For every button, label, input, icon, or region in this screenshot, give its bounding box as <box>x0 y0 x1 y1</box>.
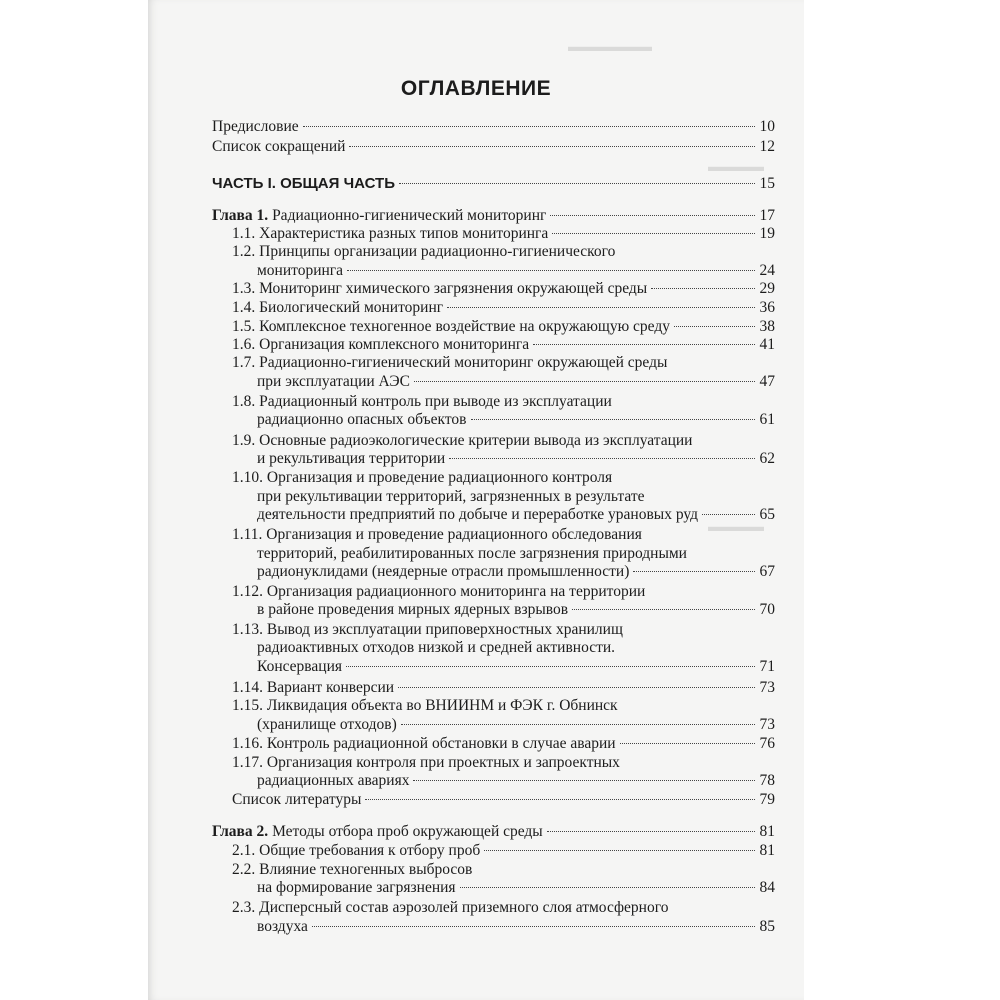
leader-dots <box>550 214 755 216</box>
page-number: 73 <box>759 716 775 733</box>
toc-entry-1-9[interactable] <box>257 449 775 468</box>
toc-entry-1-11[interactable] <box>257 562 775 581</box>
toc-entry-text: радиационных авариях <box>257 772 410 789</box>
toc-entry-1-17-line1[interactable]: 1.17. Организация контроля при проектных и запроектных <box>232 754 620 771</box>
toc-entry-text: радионуклидами (неядерные отрасли промышленности) <box>257 563 630 580</box>
toc-entry-1-13[interactable] <box>257 657 775 676</box>
toc-entry-text: Радиационно-гигиенический мониторинг <box>272 207 547 224</box>
toc-entry-text: 1.5. Комплексное техногенное воздействие на окружающую среду <box>232 318 670 335</box>
toc-entry-2-1[interactable] <box>232 841 775 860</box>
toc-entry-chapter-2[interactable] <box>212 822 775 841</box>
toc-entry-1-8-line1[interactable]: 1.8. Радиационный контроль при выводе из эксплуатации <box>232 393 612 410</box>
leader-dots <box>449 457 755 459</box>
toc-entry-1-12[interactable] <box>257 600 775 619</box>
toc-entry-text: мониторинга <box>257 262 344 279</box>
toc-entry-1-15-line1[interactable]: 1.15. Ликвидация объекта во ВНИИНМ и ФЭК г. Обнинск <box>232 697 618 714</box>
leader-dots <box>413 779 755 781</box>
page-title: ОГЛАВЛЕНИЕ <box>400 77 552 100</box>
toc-entry-text: 1.16. Контроль радиационной обстановки в случае аварии <box>232 735 616 752</box>
chapter-prefix: Глава 1. <box>212 207 269 224</box>
toc-entry-1-12-line1[interactable]: 1.12. Организация радиационного мониторинга на территории <box>232 583 646 600</box>
page-number: 71 <box>759 658 775 675</box>
toc-entry-text: Предисловие <box>212 118 299 135</box>
toc-entry-text: Список сокращений <box>212 138 346 155</box>
leader-dots <box>365 798 755 800</box>
page-number: 84 <box>759 879 775 896</box>
page-number: 36 <box>759 299 775 316</box>
book-page <box>148 0 804 1000</box>
show-through-decoration: ▬▬▬▬ <box>708 160 764 175</box>
page-number: 41 <box>759 336 775 353</box>
toc-entry-text: радиационно опасных объектов <box>257 411 467 428</box>
leader-dots <box>447 306 755 308</box>
toc-entry-text: в районе проведения мирных ядерных взрывов <box>257 601 569 618</box>
show-through-decoration: ▬▬▬▬ <box>708 520 764 535</box>
toc-entry-text: воздуха <box>257 918 308 935</box>
leader-dots <box>702 513 755 515</box>
toc-entry-1-16[interactable] <box>232 734 775 753</box>
toc-entry-1-9-line1[interactable]: 1.9. Основные радиоэкологические критерии вывода из эксплуатации <box>232 432 693 449</box>
page-number: 17 <box>759 207 775 224</box>
toc-entry-text: (хранилище отходов) <box>257 716 397 733</box>
leader-dots <box>460 886 755 888</box>
toc-entry-1-7-line1[interactable]: 1.7. Радиационно-гигиенический мониторинг окружающей среды <box>232 354 668 371</box>
toc-entry-literature[interactable] <box>232 790 775 809</box>
toc-entry-text: Методы отбора проб окружающей среды <box>272 823 543 840</box>
toc-entry-preface[interactable] <box>212 117 775 136</box>
toc-entry-text: 1.3. Мониторинг химического загрязнения окружающей среды <box>232 280 648 297</box>
toc-entry-chapter-1[interactable] <box>212 206 775 225</box>
toc-entry-text: при эксплуатации АЭС <box>257 373 410 390</box>
page-number: 85 <box>759 918 775 935</box>
toc-entry-1-10-line2[interactable]: при рекультивации территорий, загрязненных в результате <box>257 488 645 505</box>
leader-dots <box>674 325 755 327</box>
toc-entry-1-10[interactable] <box>257 505 775 524</box>
page-number: 12 <box>759 138 775 155</box>
toc-entry-2-3[interactable] <box>257 917 775 936</box>
toc-entry-1-2[interactable] <box>257 261 775 280</box>
toc-entry-1-11-line1[interactable]: 1.11. Организация и проведение радиационного обследования <box>232 526 642 543</box>
leader-dots <box>398 686 755 688</box>
leader-dots <box>347 269 755 271</box>
toc-entry-1-15[interactable] <box>257 715 775 734</box>
toc-entry-2-2-line1[interactable]: 2.2. Влияние техногенных выбросов <box>232 861 473 878</box>
page-number: 62 <box>759 450 775 467</box>
toc-entry-text: деятельности предприятий по добыче и переработке урановых руд <box>257 506 699 523</box>
toc-entry-1-8[interactable] <box>257 410 775 429</box>
show-through-decoration: ▬▬▬▬▬▬ <box>568 40 652 55</box>
toc-entry-1-2-line1[interactable]: 1.2. Принципы организации радиационно-гигиенического <box>232 243 616 260</box>
toc-entry-2-2[interactable] <box>257 878 775 897</box>
toc-entry-text: Список литературы <box>232 791 362 808</box>
leader-dots <box>547 830 755 832</box>
page-number: 67 <box>759 563 775 580</box>
toc-entry-text: 1.6. Организация комплексного мониторинга <box>232 336 530 353</box>
toc-entry-text: Консервация <box>257 658 343 675</box>
leader-dots <box>303 125 755 127</box>
toc-entry-text: ЧАСТЬ I. ОБЩАЯ ЧАСТЬ <box>212 175 395 192</box>
page-number: 78 <box>759 772 775 789</box>
page-number: 61 <box>759 411 775 428</box>
toc-entry-1-14[interactable] <box>232 678 775 697</box>
toc-entry-text: 1.14. Вариант конверсии <box>232 679 395 696</box>
toc-entry-1-10-line1[interactable]: 1.10. Организация и проведение радиационного контроля <box>232 469 613 486</box>
leader-dots <box>471 418 756 420</box>
page-number: 70 <box>759 601 775 618</box>
page-number: 79 <box>759 791 775 808</box>
page-number: 81 <box>759 823 775 840</box>
page-number: 15 <box>759 175 775 192</box>
leader-dots <box>349 145 755 147</box>
toc-entry-1-4[interactable] <box>232 298 775 317</box>
toc-entry-1-3[interactable] <box>232 279 775 298</box>
table-of-contents <box>148 0 804 1000</box>
leader-dots <box>572 608 755 610</box>
toc-entry-text: на формирование загрязнения <box>257 879 456 896</box>
leader-dots <box>533 343 755 345</box>
leader-dots <box>552 232 755 234</box>
page-number: 10 <box>759 118 775 135</box>
leader-dots <box>399 182 755 184</box>
page-number: 65 <box>759 506 775 523</box>
toc-entry-1-13-line1[interactable]: 1.13. Вывод из эксплуатации приповерхностных хранилищ <box>232 621 623 638</box>
page-number: 47 <box>759 373 775 390</box>
toc-entry-text: 1.1. Характеристика разных типов мониторинга <box>232 225 549 242</box>
toc-entry-1-7[interactable] <box>257 372 775 391</box>
leader-dots <box>401 723 755 725</box>
toc-entry-text: 1.4. Биологический мониторинг <box>232 299 444 316</box>
leader-dots <box>633 570 755 572</box>
page-number: 73 <box>759 679 775 696</box>
page-number: 81 <box>759 842 775 859</box>
chapter-prefix: Глава 2. <box>212 823 269 840</box>
leader-dots <box>312 925 755 927</box>
leader-dots <box>484 849 755 851</box>
leader-dots <box>414 380 755 382</box>
leader-dots <box>620 742 755 744</box>
page-number: 29 <box>759 280 775 297</box>
page-number: 24 <box>759 262 775 279</box>
toc-entry-part-1[interactable] <box>212 174 775 193</box>
leader-dots <box>346 665 755 667</box>
toc-entry-1-5[interactable] <box>232 317 775 336</box>
page-number: 19 <box>759 225 775 242</box>
toc-entry-text: и рекультивация территории <box>257 450 446 467</box>
toc-entry-text: 2.1. Общие требования к отбору проб <box>232 842 481 859</box>
page-number: 38 <box>759 318 775 335</box>
toc-entry-1-13-line2[interactable]: радиоактивных отходов низкой и средней активности. <box>257 639 616 656</box>
toc-entry-1-17[interactable] <box>257 771 775 790</box>
toc-entry-1-6[interactable] <box>232 335 775 354</box>
page-number: 76 <box>759 735 775 752</box>
toc-entry-1-11-line2[interactable]: территорий, реабилитированных после загрязнения природными <box>257 545 687 562</box>
toc-entry-abbreviations[interactable] <box>212 137 775 156</box>
toc-entry-1-1[interactable] <box>232 224 775 243</box>
toc-entry-2-3-line1[interactable]: 2.3. Дисперсный состав аэрозолей приземного слоя атмосферного <box>232 899 669 916</box>
leader-dots <box>651 287 755 289</box>
